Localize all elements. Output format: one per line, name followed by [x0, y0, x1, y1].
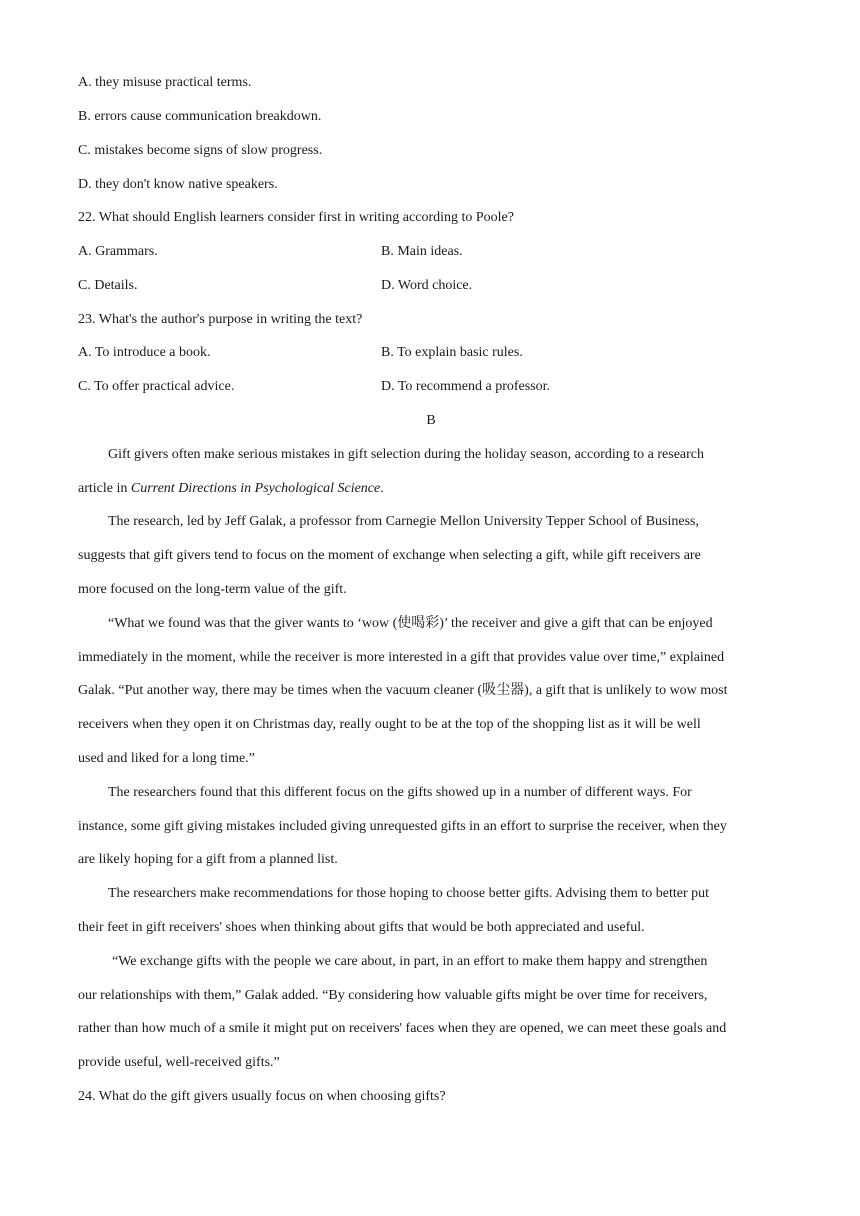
passage-p5-line2: their feet in gift receivers' shoes when thinking about gifts that would be both appreciated and useful.	[78, 920, 645, 935]
passage-p3-line1: “What we found was that the giver wants to ‘wow (使喝彩)’ the receiver and give a gift that can be enjoyed	[108, 616, 713, 631]
q23-question: 23. What's the author's purpose in writing the text?	[78, 312, 363, 327]
passage-p4-line3: are likely hoping for a gift from a planned list.	[78, 852, 338, 867]
passage-p1-line2-pre: article in	[78, 481, 131, 496]
section-label: B	[426, 413, 436, 428]
passage-p3-line4: receivers when they open it on Christmas day, really ought to be at the top of the shopping list as it will be well	[78, 717, 701, 732]
passage-p3-line5: used and liked for a long time.”	[78, 751, 255, 766]
passage-p4-line2: instance, some gift giving mistakes included giving unrequested gifts in an effort to surprise the receiver, when they	[78, 819, 727, 834]
passage-p2-line3: more focused on the long-term value of the gift.	[78, 582, 347, 597]
q22-option-d: D. Word choice.	[381, 278, 473, 293]
q22-question: 22. What should English learners consider first in writing according to Poole?	[78, 210, 514, 225]
passage-p1-line1: Gift givers often make serious mistakes in gift selection during the holiday season, according to a research	[108, 447, 704, 462]
q23-option-a: A. To introduce a book.	[78, 345, 211, 360]
passage-p4-line1: The researchers found that this different focus on the gifts showed up in a number of different ways. For	[108, 785, 692, 800]
q21-option-c: C. mistakes become signs of slow progress.	[78, 143, 323, 158]
passage-p3-line2: immediately in the moment, while the receiver is more interested in a gift that provides value over time,” explained	[78, 650, 725, 665]
passage-p3-line3: Galak. “Put another way, there may be times when the vacuum cleaner (吸尘器), a gift that is unlikely to wow most	[78, 683, 728, 698]
q22-option-b: B. Main ideas.	[381, 244, 463, 259]
passage-p2-line2: suggests that gift givers tend to focus on the moment of exchange when selecting a gift, while gift receivers are	[78, 548, 701, 563]
q22-option-c: C. Details.	[78, 278, 138, 293]
q21-option-d: D. they don't know native speakers.	[78, 177, 278, 192]
q21-option-b: B. errors cause communication breakdown.	[78, 109, 322, 124]
q23-option-d: D. To recommend a professor.	[381, 379, 551, 394]
q21-option-a: A. they misuse practical terms.	[78, 75, 252, 90]
passage-p6-line2: our relationships with them,” Galak added. “By considering how valuable gifts might be over time for receivers,	[78, 988, 708, 1003]
q23-option-c: C. To offer practical advice.	[78, 379, 235, 394]
journal-title: Current Directions in Psychological Science	[130, 481, 381, 496]
passage-p6-line3: rather than how much of a smile it might put on receivers' faces when they are opened, we can meet these goals and	[78, 1021, 727, 1036]
passage-p1-line2	[78, 479, 784, 499]
passage-p5-line1: The researchers make recommendations for those hoping to choose better gifts. Advising them to better put	[108, 886, 710, 901]
passage-p2-line1: The research, led by Jeff Galak, a professor from Carnegie Mellon University Tepper School of Business,	[108, 514, 700, 529]
passage-p1-line2-post: .	[380, 481, 384, 496]
q23-option-b: B. To explain basic rules.	[381, 345, 523, 360]
q22-option-a: A. Grammars.	[78, 244, 158, 259]
passage-p6-line1: “We exchange gifts with the people we care about, in part, in an effort to make them happy and strengthen	[112, 954, 708, 969]
q24-question: 24. What do the gift givers usually focus on when choosing gifts?	[78, 1089, 446, 1104]
passage-p6-line4: provide useful, well-received gifts.”	[78, 1055, 280, 1070]
